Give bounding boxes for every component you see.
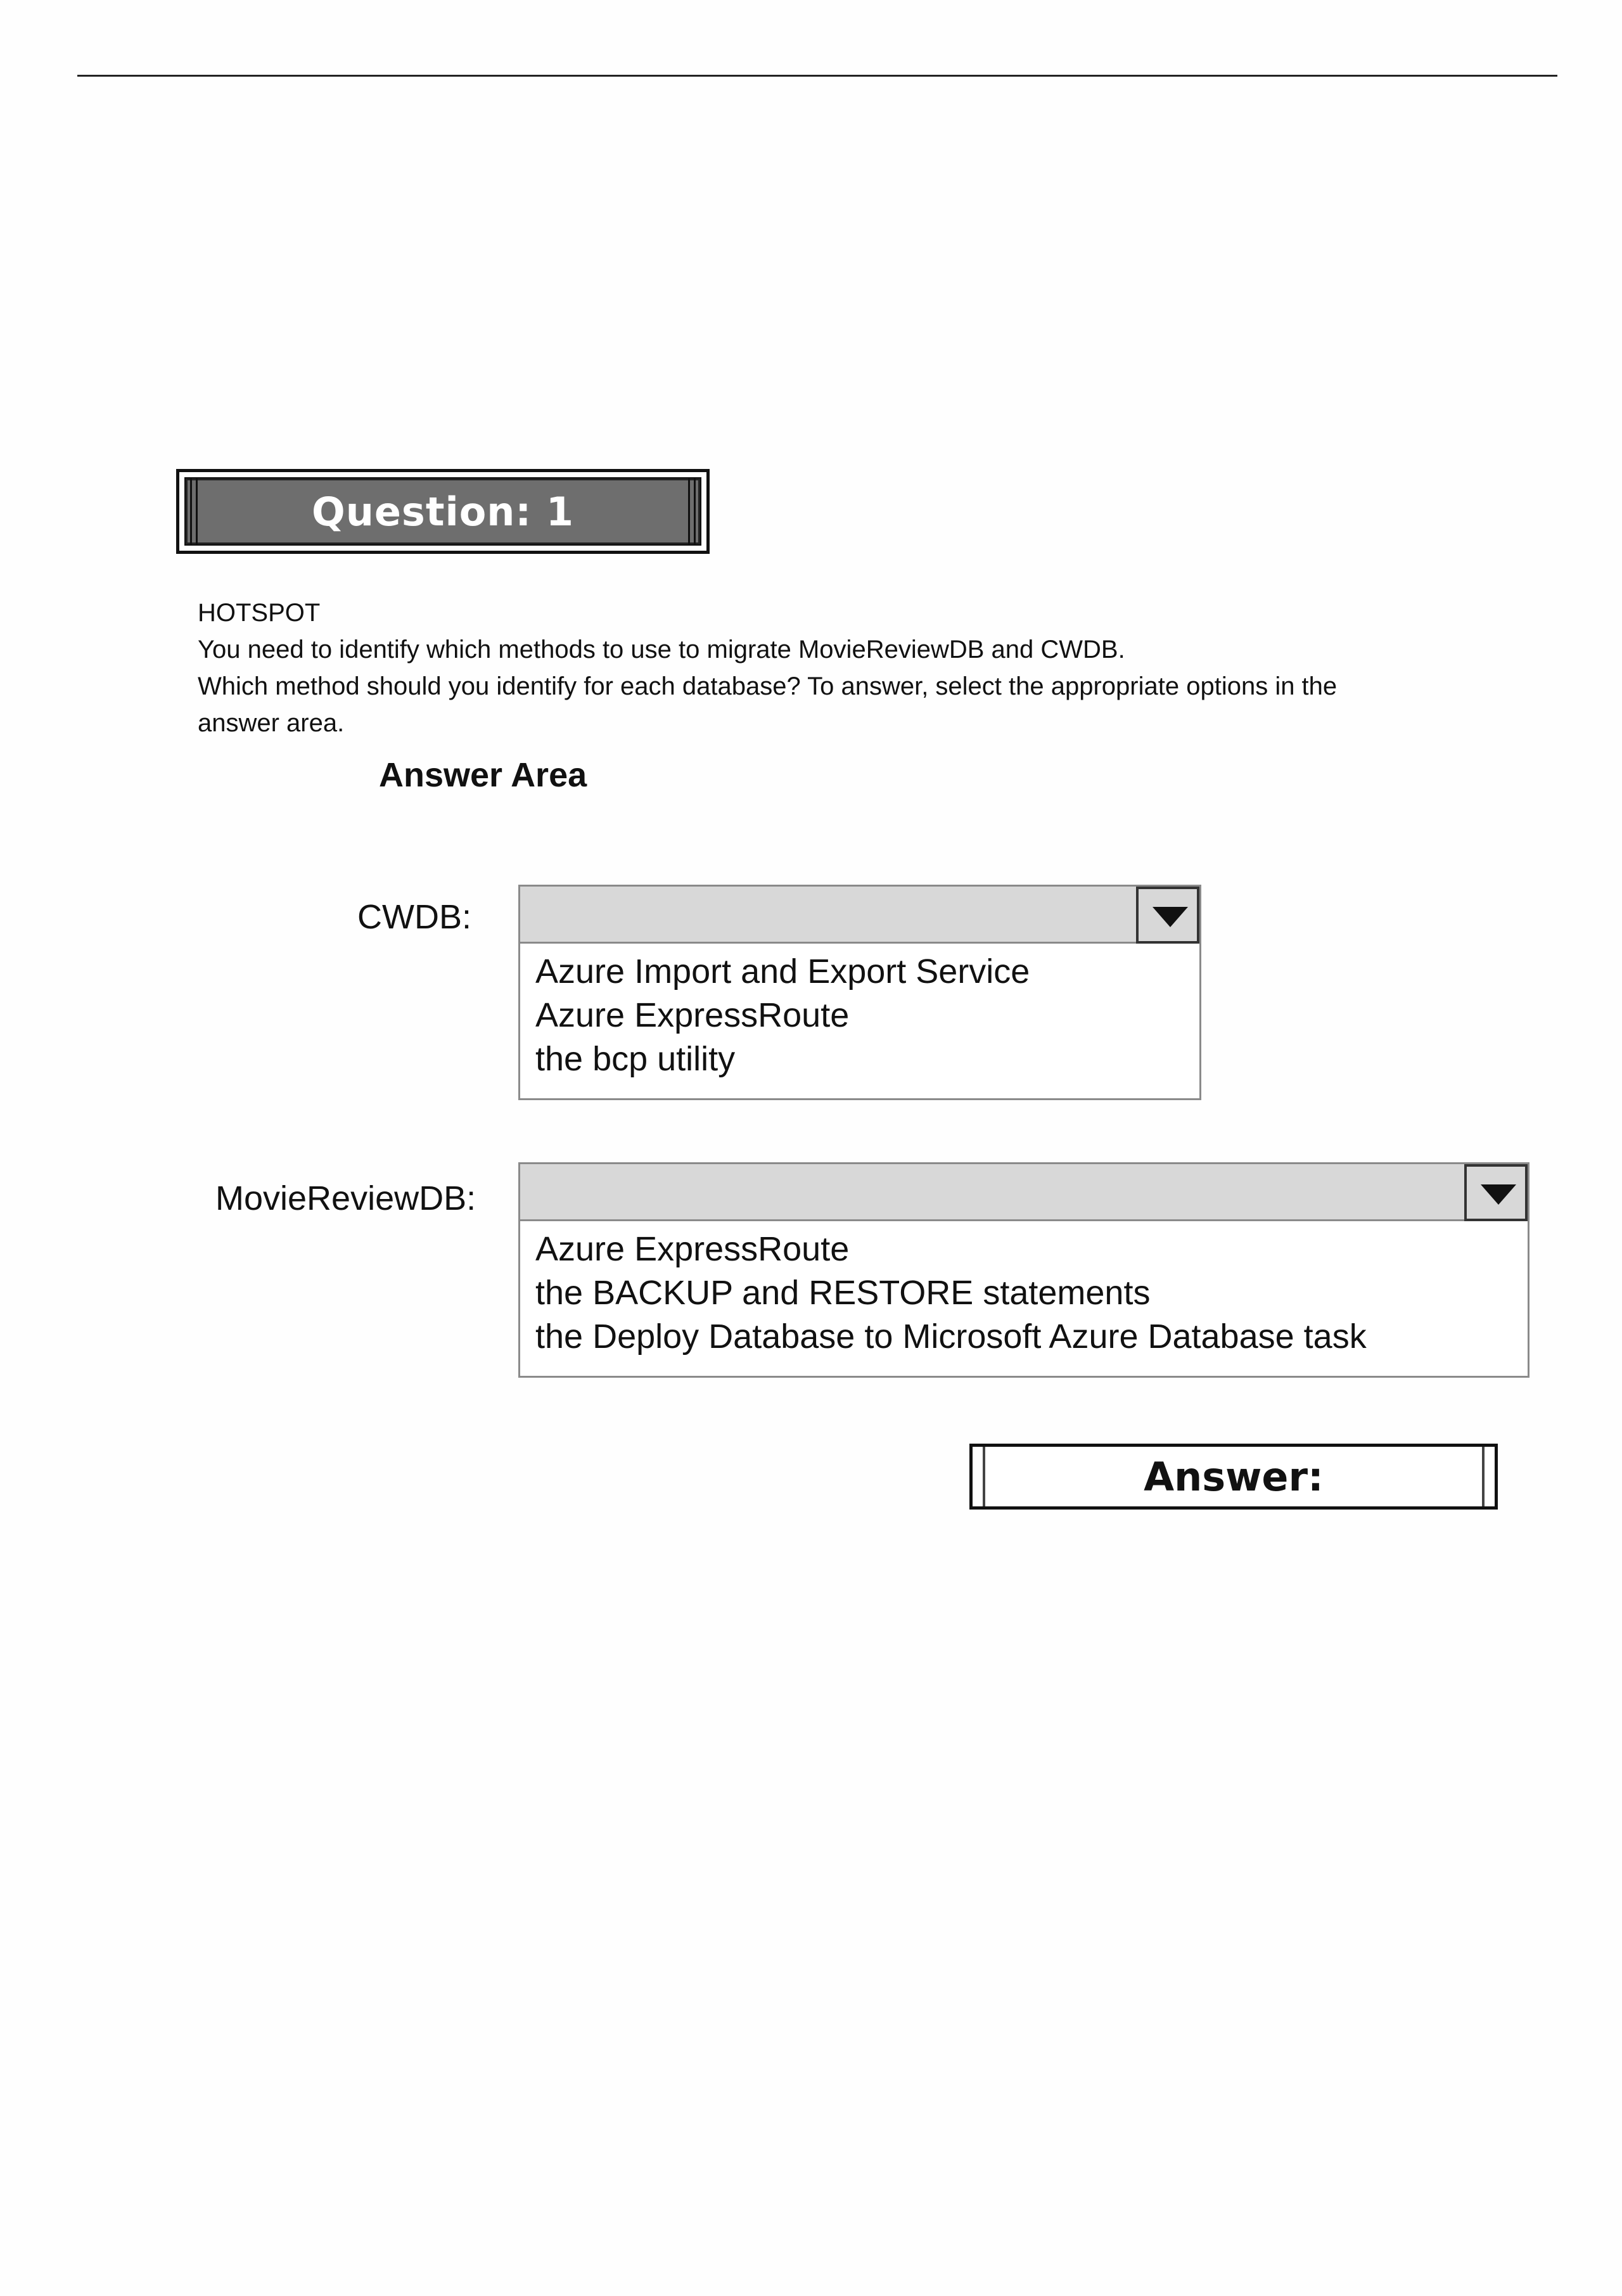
answer-box [969, 1444, 1498, 1510]
cwdb-selected-value[interactable] [520, 887, 1199, 944]
question-type: HOTSPOT [198, 599, 321, 627]
cwdb-label: CWDB: [357, 898, 471, 936]
moviereviewdb-option[interactable]: the BACKUP and RESTORE statements [535, 1274, 1151, 1312]
cwdb-dropdown[interactable] [518, 885, 1201, 1100]
moviereviewdb-options [535, 1228, 1512, 1359]
question-banner [176, 469, 710, 554]
answer-area-title: Answer Area [379, 756, 587, 794]
chevron-down-icon[interactable] [1464, 1164, 1528, 1221]
moviereviewdb-label: MovieReviewDB: [215, 1179, 476, 1217]
header-rule [77, 75, 1557, 77]
question-line: You need to identify which methods to use to migrate MovieReviewDB and CWDB. [198, 636, 1125, 664]
moviereviewdb-dropdown[interactable] [518, 1162, 1529, 1378]
question-number: Question: 1 [312, 488, 574, 535]
question-text [198, 594, 1516, 741]
question-line: answer area. [198, 709, 345, 737]
question-line: Which method should you identify for each database? To answer, select the appropriate options in the [198, 672, 1338, 700]
moviereviewdb-option[interactable]: the Deploy Database to Microsoft Azure Database task [535, 1318, 1367, 1356]
cwdb-options [535, 950, 1184, 1081]
cwdb-option[interactable]: Azure Import and Export Service [535, 952, 1030, 991]
moviereviewdb-selected-value[interactable] [520, 1164, 1528, 1221]
moviereviewdb-option[interactable]: Azure ExpressRoute [535, 1230, 850, 1268]
chevron-down-icon[interactable] [1136, 887, 1199, 944]
answer-label: Answer: [1144, 1453, 1324, 1500]
cwdb-option[interactable]: Azure ExpressRoute [535, 996, 850, 1034]
cwdb-option[interactable]: the bcp utility [535, 1040, 736, 1078]
